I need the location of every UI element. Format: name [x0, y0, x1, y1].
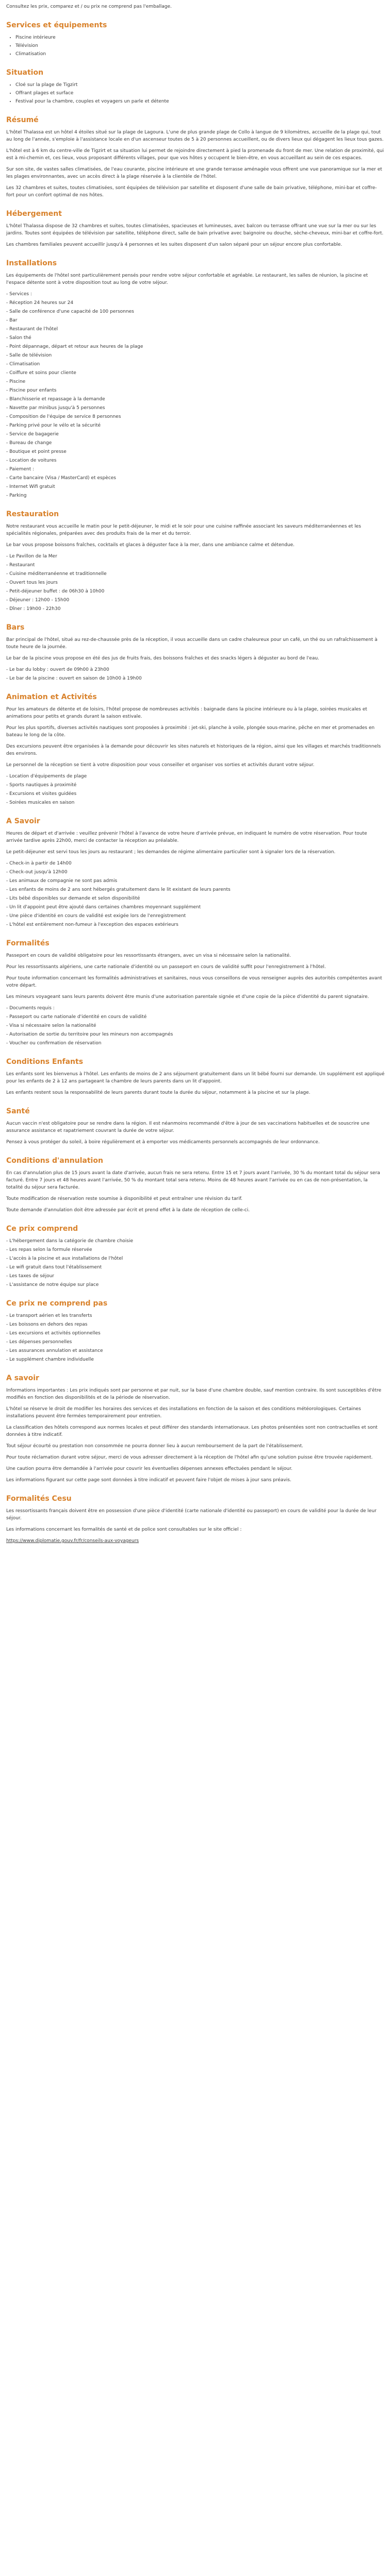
list-item: - Le bar de la piscine : ouvert en saison de 10h00 à 19h00	[6, 675, 385, 682]
paragraph: L'hôtel Thalassa dispose de 32 chambres et suites, toutes climatisées, spacieuses et lumineuses, avec balcon ou terrasse offrant une vue sur la mer ou sur les jardins. Toutes sont équipées de télévision par satellite, téléphone direct, salle de bain privative avec baignoire ou douche, sèche-cheveux, mini-bar et coffre-fort.	[6, 224, 384, 236]
list-item: - Le bar du lobby : ouvert de 09h00 à 23h00	[6, 666, 385, 673]
list-item: - Le Pavillon de la Mer	[6, 553, 385, 560]
list-item: - Salle de télévision	[6, 352, 385, 359]
paragraph: Le personnel de la réception se tient à votre disposition pour vous conseiller et organiser vos sorties et activités durant votre séjour.	[6, 762, 315, 768]
list-item: - Salle de conférence d'une capacité de 100 personnes	[6, 308, 385, 315]
paragraph: Passeport en cours de validité obligatoire pour les ressortissants étrangers, avec un visa si nécessaire selon la nationalité.	[6, 953, 291, 958]
paragraph: Tout séjour écourté ou prestation non consommée ne pourra donner lieu à aucun remboursement de la part de l'établissement.	[6, 1444, 303, 1449]
list-item: - Restaurant	[6, 562, 385, 569]
paragraph: L'hôtel Thalassa est un hôtel 4 étoiles situé sur la plage de Lagoura. L'une de plus grande plage de Collo à langue de 9 kilomètres, accueille de la plage qui, tout au long de l'année, s'emploie à l'assistance locale en d'un ascenseur toutes de 5 à 20 personnes accueillent, ou de divers lieux qui dégagent les lieux tous gazes.	[6, 130, 384, 142]
list-item: - Les dépenses personnelles	[6, 1338, 385, 1346]
list-item: - Les repas selon la formule réservée	[6, 1246, 385, 1253]
section-a-savoir-2	[6, 1374, 385, 1484]
list-item: - Parking privé pour le vélo et la sécurité	[6, 422, 385, 429]
list-item: - Climatisation	[6, 361, 385, 368]
sections-container	[6, 21, 385, 1545]
paragraph: Toute demande d'annulation doit être adressée par écrit et prend effet à la date de réception de celle-ci.	[6, 1208, 250, 1213]
list-item: - Les assurances annulation et assistance	[6, 1347, 385, 1354]
list-item: - Voucher ou confirmation de réservation	[6, 1040, 385, 1047]
paragraph: Pour les amateurs de détente et de loisirs, l'hôtel propose de nombreuses activités : baignade dans la piscine intérieure ou à la plage, soirées musicales et animations pour petits et grands durant la saison estivale.	[6, 707, 367, 719]
list-item: - Excursions et visites guidées	[6, 790, 385, 798]
list-item: - Point dépannage, départ et retour aux heures de la plage	[6, 343, 385, 350]
line-list	[6, 1312, 385, 1363]
paragraph: Aucun vaccin n'est obligatoire pour se rendre dans la région. Il est néanmoins recommandé d'être à jour de ses vaccinations habituelles et de souscrire une assurance assistance et rapatriement couvrant la durée de votre séjour.	[6, 1121, 370, 1133]
section-hebergement	[6, 209, 385, 248]
list-item: - Lits bébé disponibles sur demande et selon disponibilité	[6, 895, 385, 902]
line-list	[6, 666, 385, 682]
paragraph: Les 32 chambres et suites, toutes climatisées, sont équipées de télévision par satellite et disposent d'une salle de bain privative, téléphone, mini-bar et coffre-fort pour un confort optimal de nos hôtes.	[6, 185, 377, 198]
list-item: - Les taxes de séjour	[6, 1273, 385, 1280]
section-title: A savoir	[6, 1374, 39, 1382]
section-title: Ce prix ne comprend pas	[6, 1299, 108, 1308]
section-title: Situation	[6, 69, 44, 77]
section-services	[6, 21, 385, 58]
list-item: - Check-in à partir de 14h00	[6, 860, 385, 867]
paragraph: Le bar vous propose boissons fraîches, cocktails et glaces à déguster face à la mer, dans une ambiance calme et détendue.	[6, 543, 295, 548]
paragraph: Le bar de la piscine vous propose en été des jus de fruits frais, des boissons fraîches et des snacks légers à déguster au bord de l'eau.	[6, 656, 319, 661]
list-item: - Piscine	[6, 378, 385, 385]
paragraph: Bar principal de l'hôtel, situé au rez-de-chaussée près de la réception, il vous accueille dans un cadre chaleureux pour un café, un thé ou un rafraîchissement à toute heure de la journée.	[6, 637, 378, 650]
list-item: - Les excursions et activités optionnelles	[6, 1330, 385, 1337]
section-formalites	[6, 939, 385, 1047]
paragraph: Toute modification de réservation reste soumise à disponibilité et peut entraîner une révision du tarif.	[6, 1196, 242, 1201]
section-title: Ce prix comprend	[6, 1225, 78, 1233]
paragraph: Informations importantes : Les prix indiqués sont par personne et par nuit, sur la base d'une chambre double, sauf mention contraire. Ils sont susceptibles d'être modifiés en fonction des disponibilités et de la période de réservation.	[6, 1388, 382, 1400]
paragraph: Les informations figurant sur cette page sont données à titre indicatif et peuvent faire l'objet de mises à jour sans préavis.	[6, 1478, 291, 1483]
line-list	[6, 291, 385, 499]
section-formalites-cesu	[6, 1494, 385, 1545]
paragraph: Pour toute réclamation durant votre séjour, merci de vous adresser directement à la réception de l'hôtel afin qu'une solution puisse être trouvée rapidement.	[6, 1455, 373, 1460]
line-list	[6, 773, 385, 806]
paragraph: Les enfants sont les bienvenus à l'hôtel. Les enfants de moins de 2 ans séjournent gratuitement dans un lit bébé fourni sur demande. Un supplément est appliqué pour les enfants de 2 à 12 ans partageant la chambre de leurs parents dans un lit d'appoint.	[6, 1072, 385, 1084]
list-item: • Télévision	[15, 42, 385, 49]
section-title: Installations	[6, 259, 57, 267]
list-item: - Sports nautiques à proximité	[6, 782, 385, 789]
list-item: - Déjeuner : 12h00 - 15h00	[6, 597, 385, 604]
paragraph: Notre restaurant vous accueille le matin pour le petit-déjeuner, le midi et le soir pour une cuisine raffinée associant les saveurs méditerranéennes et les spécialités régionales, préparées avec des produits frais de la mer et du terroir.	[6, 524, 361, 536]
section-title: Restauration	[6, 510, 59, 518]
paragraph: La classification des hôtels correspond aux normes locales et peut différer des standards internationaux. Les photos présentées sont non contractuelles et sont données à titre indicatif.	[6, 1425, 378, 1437]
section-title: Animation et Activités	[6, 693, 97, 701]
list-item: - L'accès à la piscine et aux installations de l'hôtel	[6, 1255, 385, 1262]
list-item: - Un lit d'appoint peut être ajouté dans certaines chambres moyennant supplément	[6, 904, 385, 911]
section-title: Services et équipements	[6, 21, 107, 29]
section-conditions-enfants	[6, 1057, 385, 1096]
list-item: - Les animaux de compagnie ne sont pas admis	[6, 877, 385, 885]
external-link[interactable]: https://www.diplomatie.gouv.fr/fr/conseils-aux-voyageurs	[6, 1538, 139, 1544]
bullet-list	[6, 34, 385, 58]
paragraph: Les équipements de l'hôtel sont particulièrement pensés pour rendre votre séjour confortable et agréable. Le restaurant, les salles de réunion, la piscine et l'espace détente sont à votre disposition tout au long de votre séjour.	[6, 273, 368, 285]
section-bars	[6, 623, 385, 682]
list-item: - L'assistance de notre équipe sur place	[6, 1281, 385, 1289]
list-item: • Climatisation	[15, 50, 385, 58]
list-item: - Visa si nécessaire selon la nationalité	[6, 1022, 385, 1029]
list-item: - Dîner : 19h00 - 22h30	[6, 605, 385, 613]
paragraph: Pour les plus sportifs, diverses activités nautiques sont proposées à proximité : jet-ski, planche à voile, plongée sous-marine, pêche en mer et promenades en bateau le long de la côte.	[6, 725, 375, 738]
list-item: - Location d'équipements de plage	[6, 773, 385, 780]
section-comprend	[6, 1224, 385, 1289]
paragraph: L'hôtel est à 6 km du centre-ville de Tigzirt et sa situation lui permet de rejoindre directement à pied la promenade du front de mer. Une relation de proximité, qui est à mi-chemin et, ces lieux, vous proposant différents villages, pour que vos hôtes y occupent le bien-être, en vous accueillant au sein de ces espaces.	[6, 148, 384, 161]
list-item: - Location de voitures	[6, 457, 385, 464]
list-item: • Festival pour la chambre, couples et voyagers un parle et détente	[15, 98, 385, 105]
list-item: - Une pièce d'identité en cours de validité est exigée lors de l'enregistrement	[6, 912, 385, 920]
intro-text: Consultez les prix, comparez et / ou prix ne comprend pas l'emballage.	[6, 4, 172, 9]
list-item: - L'hôtel est entièrement non-fumeur à l'exception des espaces extérieurs	[6, 921, 385, 928]
paragraph: Heures de départ et d'arrivée : veuillez prévenir l'hôtel à l'avance de votre heure d'arrivée prévue, en indiquant le numéro de votre réservation. Pour toute arrivée tardive après 22h00, merci de contacter la réception au préalable.	[6, 831, 367, 843]
line-list	[6, 1005, 385, 1047]
list-item: - Réception 24 heures sur 24	[6, 299, 385, 307]
list-item: - Passeport ou carte nationale d'identité en cours de validité	[6, 1013, 385, 1021]
list-item: - Restaurant de l'hôtel	[6, 326, 385, 333]
list-item: - Le wifi gratuit dans tout l'établissement	[6, 1264, 385, 1271]
list-item: - Services :	[6, 291, 385, 298]
list-item: - Carte bancaire (Visa / MasterCard) et espèces	[6, 474, 385, 482]
list-item: - Cuisine méditerranéenne et traditionnelle	[6, 570, 385, 578]
paragraph: Les ressortissants français doivent être en possession d'une pièce d'identité (carte nationale d'identité ou passeport) en cours de validité pour la durée de leur séjour.	[6, 1509, 377, 1521]
list-item: - Coiffure et soins pour cliente	[6, 369, 385, 377]
section-savoir	[6, 817, 385, 928]
list-item: - Les enfants de moins de 2 ans sont hébergés gratuitement dans le lit existant de leurs parents	[6, 886, 385, 893]
section-title: A Savoir	[6, 817, 40, 825]
list-item: - Ouvert tous les jours	[6, 579, 385, 586]
section-title: Conditions Enfants	[6, 1058, 84, 1066]
paragraph: Les informations concernant les formalités de santé et de police sont consultables sur le site officiel :	[6, 1527, 242, 1532]
section-title: Conditions d'annulation	[6, 1157, 103, 1165]
list-item: • Offrant plages et surface	[15, 90, 385, 97]
section-title: Formalités Cesu	[6, 1495, 72, 1503]
list-item: - Boutique et point presse	[6, 448, 385, 455]
paragraph: Les mineurs voyageant sans leurs parents doivent être munis d'une autorisation parentale signée et d'une copie de la pièce d'identité du parent signataire.	[6, 994, 369, 999]
paragraph: Pour toute information concernant les formalités administratives et sanitaires, nous vous conseillons de vous renseigner auprès des autorités compétentes avant votre départ.	[6, 976, 382, 988]
section-ne-comprend-pas	[6, 1299, 385, 1363]
list-item: - Le supplément chambre individuelle	[6, 1356, 385, 1363]
section-conditions-annulation	[6, 1156, 385, 1214]
section-resume	[6, 115, 385, 199]
paragraph: Les chambres familiales peuvent accueillir jusqu'à 4 personnes et les suites disposent d'un salon séparé pour un séjour encore plus confortable.	[6, 242, 343, 247]
section-title: Résumé	[6, 116, 39, 124]
list-item: - Parking	[6, 492, 385, 499]
list-item: - Navette par minibus jusqu'à 5 personnes	[6, 404, 385, 412]
section-sante	[6, 1107, 385, 1146]
section-title: Bars	[6, 623, 25, 632]
paragraph: Pensez à vous protéger du soleil, à boire régulièrement et à emporter vos médicaments personnels accompagnés de leur ordonnance.	[6, 1140, 320, 1145]
list-item: - Bar	[6, 317, 385, 324]
section-title: Hébergement	[6, 210, 62, 218]
section-installations	[6, 259, 385, 499]
list-item: - Composition de l'équipe de service 8 personnes	[6, 413, 385, 420]
list-item: - Paiement :	[6, 466, 385, 473]
list-item: - Soirées musicales en saison	[6, 799, 385, 806]
list-item: - Le transport aérien et les transferts	[6, 1312, 385, 1319]
list-item: - Bureau de change	[6, 439, 385, 447]
paragraph: En cas d'annulation plus de 15 jours avant la date d'arrivée, aucun frais ne sera retenu. Entre 15 et 7 jours avant l'arrivée, 30 % du montant total du séjour sera facturé. Entre 7 jours et 48 heures avant l'arrivée, 50 % du montant total sera retenu. Moins de 48 heures avant l'arrivée ou en cas de non-présentation, la totalité du séjour sera facturée.	[6, 1171, 380, 1190]
list-item: - Autorisation de sortie du territoire pour les mineurs non accompagnés	[6, 1031, 385, 1038]
list-item: - Piscine pour enfants	[6, 387, 385, 394]
section-title: Formalités	[6, 939, 50, 947]
paragraph: L'hôtel se réserve le droit de modifier les horaires des services et des installations en fonction de la saison et des conditions météorologiques. Certaines installations peuvent être fermées temporairement pour entretien.	[6, 1406, 361, 1419]
paragraph: Sur son site, de vastes salles climatisées, de l'eau courante, piscine intérieure et une grande terrasse aménagée vous offrent une vue panoramique sur la mer et les plages environnantes, avec un accès direct à la plage réservée à la clientèle de l'hôtel.	[6, 167, 382, 179]
list-item: - Salon thé	[6, 334, 385, 342]
paragraph	[6, 1537, 385, 1545]
list-item: • Cloé sur la plage de Tigzirt	[15, 81, 385, 89]
list-item: - Service de bagagerie	[6, 431, 385, 438]
line-list	[6, 1238, 385, 1289]
section-title: Santé	[6, 1107, 30, 1115]
list-item: - Blanchisserie et repassage à la demande	[6, 396, 385, 403]
list-item: • Piscine intérieure	[15, 34, 385, 41]
section-situation	[6, 68, 385, 105]
section-animation	[6, 692, 385, 806]
paragraph: Une caution pourra être demandée à l'arrivée pour couvrir les éventuelles dépenses annexes effectuées pendant le séjour.	[6, 1466, 292, 1471]
paragraph: Le petit-déjeuner est servi tous les jours au restaurant ; les demandes de régime alimentaire particulier sont à signaler lors de la réservation.	[6, 850, 336, 855]
list-item: - Internet Wifi gratuit	[6, 483, 385, 490]
line-list	[6, 860, 385, 928]
paragraph: Pour les ressortissants algériens, une carte nationale d'identité ou un passeport en cours de validité suffit pour l'enregistrement à l'hôtel.	[6, 964, 326, 970]
paragraph: Les enfants restent sous la responsabilité de leurs parents durant toute la durée du séjour, notamment à la piscine et sur la plage.	[6, 1090, 311, 1095]
list-item: - L'hébergement dans la catégorie de chambre choisie	[6, 1238, 385, 1245]
list-item: - Documents requis :	[6, 1005, 385, 1012]
bullet-list	[6, 81, 385, 105]
list-item: - Check-out jusqu'à 12h00	[6, 869, 385, 876]
paragraph: Des excursions peuvent être organisées à la demande pour découvrir les sites naturels et historiques de la région, ainsi que les villages et marchés traditionnels des environs.	[6, 744, 381, 756]
list-item: - Petit-déjeuner buffet : de 06h30 à 10h00	[6, 588, 385, 595]
list-item: - Les boissons en dehors des repas	[6, 1321, 385, 1328]
line-list	[6, 553, 385, 613]
section-restauration	[6, 510, 385, 613]
